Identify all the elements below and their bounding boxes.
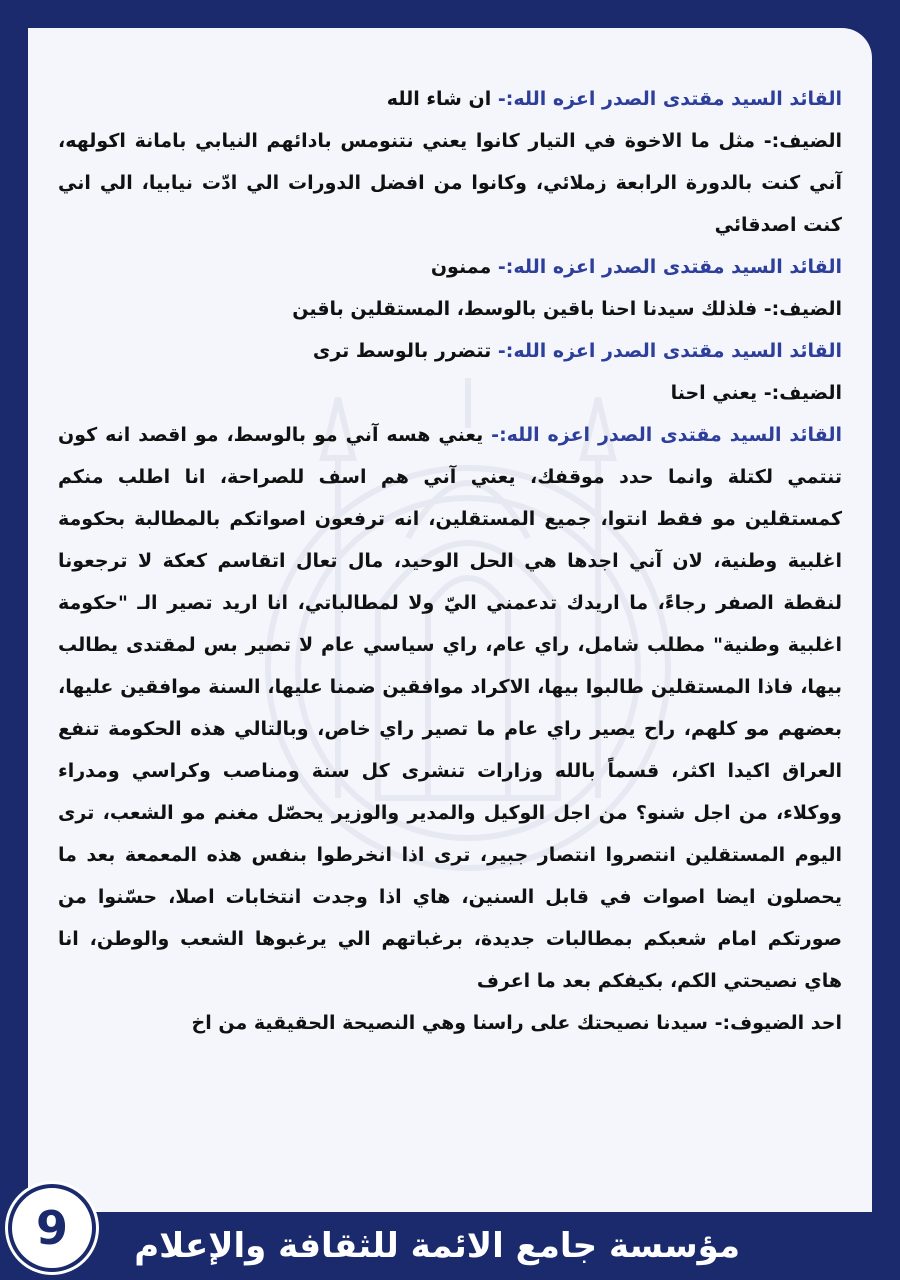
speech-text: يعني هسه آني مو بالوسط، مو اقصد انه كون تنتمي لكتلة وانما حدد موقفك، يعني آني هم اسف للصراحة، انا اطلب منكم كمستقلين مو فقط انتوا، جميع المستقلين، انه ترفعون اصواتكم بالمطالبة بحكومة اغلبية وطنية، لان آني اجدها هي الحل الوحيد، مال تعال اتقاسم كعكة لا ترجعونا لنقطة الصفر رجاءً، ما اريدك تدعمني اليّ ولا لمطالباتي، انا اريد تصير الـ "حكومة اغلبية وطنية" مطلب شامل، راي عام، راي سياسي عام لا تصير بس لمقتدى يطالب بيها، فاذا المستقلين طالبوا بيها، الاكراد موافقين ضمنا عليها، السنة موافقين عليها، بعضهم مو كلهم، راح يصير راي عام ما تصير راي خاص، وبالتالي هذه الحكومة تنفع العراق اكيدا اكثر، قسماً بالله وزارات تنشرى كل سنة ومناصب وكراسي ومدراء ووكلاء، من اجل شنو؟ من اجل الوكيل والمدير والوزير يحصّل مغنم مو الشعب، ترى اليوم المستقلين انتصروا انتصار جبير، ترى اذا انخرطوا بنفس هذه المعمعة بعد ما يحصلون ايضا اصوات في قابل السنين، هاي اذا وجدت انتخابات اصلا، حسّنوا من صورتكم امام شعبكم بمطالبات جديدة، برغباتهم الي يرغبوها الشعب والوطن، انا هاي نصيحتي الكم، بكيفكم بعد ما اعرف (58, 424, 842, 992)
page-sheet (28, 28, 872, 1212)
leader-speaker-label: القائد السيد مقتدى الصدر اعزه الله:- (491, 88, 842, 110)
transcript-paragraph (58, 78, 842, 120)
speech-text: ممنون (430, 256, 492, 278)
transcript-paragraph (58, 330, 842, 372)
leader-speaker-label: القائد السيد مقتدى الصدر اعزه الله:- (483, 424, 842, 446)
footer-institution-title: مؤسسة جامع الائمة للثقافة والإعلام (134, 1226, 740, 1266)
page-number: 9 (35, 1201, 68, 1255)
footer-bar (0, 1212, 900, 1280)
transcript-paragraph (58, 246, 842, 288)
leader-speaker-label: القائد السيد مقتدى الصدر اعزه الله:- (491, 340, 842, 362)
guest-speaker-label: الضيف:- (757, 298, 842, 320)
page-number-badge (8, 1184, 96, 1272)
transcript-paragraph (58, 1002, 842, 1044)
guest-speaker-label: احد الضيوف:- (707, 1012, 842, 1034)
transcript-paragraph (58, 372, 842, 414)
speech-text: ان شاء الله (386, 88, 492, 110)
guest-speaker-label: الضيف:- (755, 130, 842, 152)
transcript-paragraph (58, 414, 842, 1002)
speech-text: سيدنا نصيحتك على راسنا وهي النصيحة الحقيقية من اخ (191, 1012, 708, 1034)
speech-text: يعني احنا (670, 382, 758, 404)
speech-text: فلذلك سيدنا احنا باقين بالوسط، المستقلين باقين (292, 298, 758, 320)
transcript-content (58, 78, 842, 1044)
transcript-paragraph (58, 120, 842, 246)
transcript-paragraph (58, 288, 842, 330)
speech-text: مثل ما الاخوة في التيار كانوا يعني نتنومس بادائهم النيابي بامانة اكولهه، آني كنت بالدورة الرابعة زملائي، وكانوا من افضل الدورات الي ادّت نيابيا، الي اني كنت اصدقائي (58, 130, 842, 236)
guest-speaker-label: الضيف:- (757, 382, 842, 404)
leader-speaker-label: القائد السيد مقتدى الصدر اعزه الله:- (491, 256, 842, 278)
speech-text: تتضرر بالوسط ترى (312, 340, 492, 362)
